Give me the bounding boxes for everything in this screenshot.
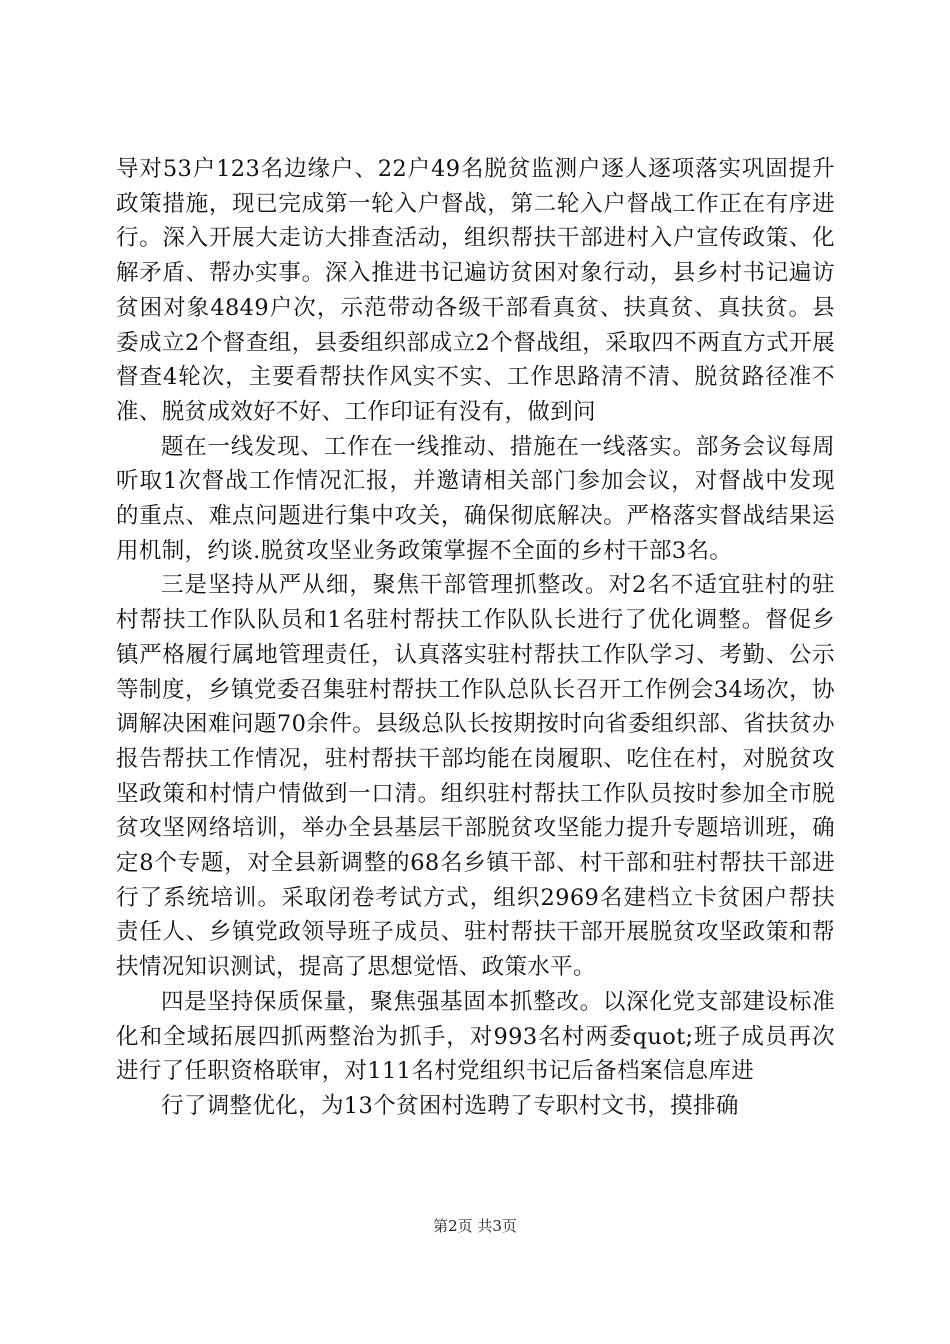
paragraph-2: 题在一线发现、工作在一线推动、措施在一线落实。部务会议每周听取1次督战工作情况汇报，并邀请相关部门参加会议，对督战中发现的重点、难点问题进行集中攻关，确保彻底解决。严格落实督战结果运用机制，约谈.脱贫攻坚业务政策掌握不全面的乡村干部3名。 [116, 433, 835, 564]
paragraph-4: 四是坚持保质保量，聚焦强基固本抓整改。以深化党支部建设标准化和全域拓展四抓两整治为抓手，对993名村两委quot;班子成员再次进行了任职资格联审，对111名村党组织书记后备档案信息库进 [116, 988, 835, 1085]
paragraph-5: 行了调整优化，为13个贫困村选聘了专职村文书，摸排确 [161, 1092, 739, 1119]
document-body [116, 152, 835, 1124]
paragraph-3: 三是坚持从严从细，聚焦干部管理抓整改。对2名不适宜驻村的驻村帮扶工作队队员和1名驻村帮扶工作队队长进行了优化调整。督促乡镇严格履行属地管理责任，认真落实驻村帮扶工作队学习、考勤、公示等制度，乡镇党委召集驻村帮扶工作队总队长召开工作例会34场次，协调解决困难问题70余件。县级总队长按期按时向省委组织部、省扶贫办报告帮扶工作情况，驻村帮扶干部均能在岗履职、吃住在村，对脱贫攻坚政策和村情户情做到一口清。组织驻村帮扶工作队员按时参加全市脱贫攻坚网络培训，举办全县基层干部脱贫攻坚能力提升专题培训班，确定8个专题，对全县新调整的68名乡镇干部、村干部和驻村帮扶干部进行了系统培训。采取闭卷考试方式，组织2969名建档立卡贫困户帮扶责任人、乡镇党政领导班子成员、驻村帮扶干部开展脱贫攻坚政策和帮扶情况知识测试，提高了思想觉悟、政策水平。 [116, 572, 835, 981]
page-number-footer: 第2页 共3页 [433, 1217, 517, 1235]
paragraph-1: 导对53户123名边缘户、22户49名脱贫监测户逐人逐项落实巩固提升政策措施，现已完成第一轮入户督战，第二轮入户督战工作正在有序进行。深入开展大走访大排查活动，组织帮扶干部进村入户宣传政策、化解矛盾、帮办实事。深入推进书记遍访贫困对象行动，县乡村书记遍访贫困对象4849户次，示范带动各级干部看真贫、扶真贫、真扶贫。县委成立2个督查组，县委组织部成立2个督战组，采取四不两直方式开展督查4轮次，主要看帮扶作风实不实、工作思路清不清、脱贫路径准不准、脱贫成效好不好、工作印证有没有，做到问 [116, 156, 835, 425]
